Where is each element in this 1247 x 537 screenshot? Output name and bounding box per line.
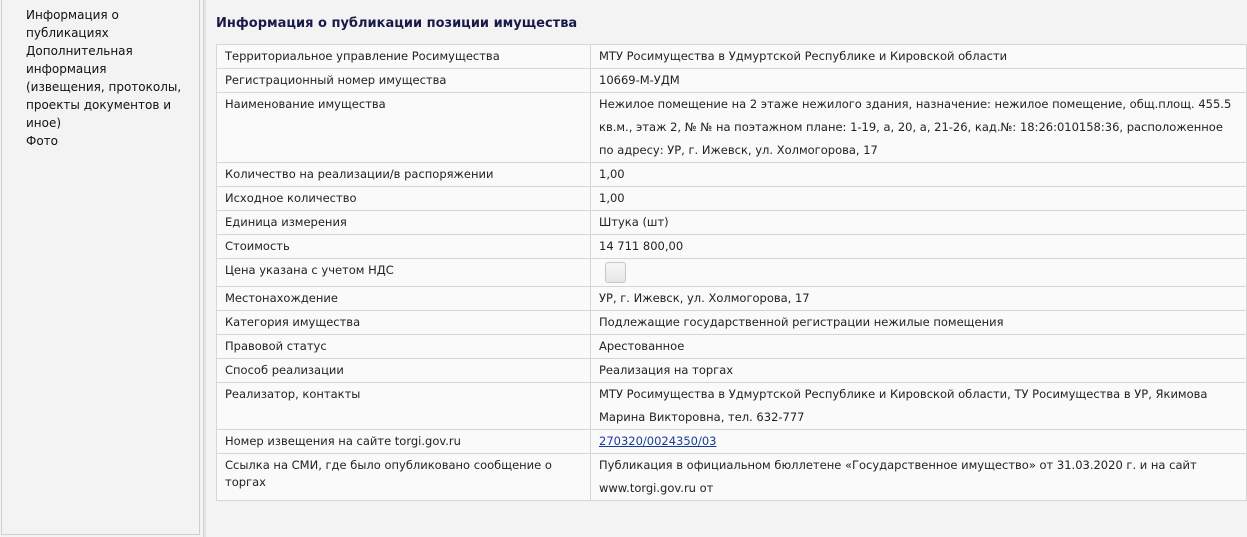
table-row	[217, 383, 1247, 430]
row-label: Количество на реализации/в распоряжении	[217, 163, 591, 187]
row-value: Нежилое помещение на 2 этаже нежилого здания, назначение: нежилое помещение, общ.площ. 455.5 кв.м., этаж 2, № № на поэтажном плане: 1-19, а, 20, а, 21-26, кад.№: 18:26:010158:36, расположенное по адресу: УР, г. Ижевск, ул. Холмогорова, 17	[591, 93, 1247, 163]
row-value: 1,00	[591, 163, 1247, 187]
sidebar-item-additional-info[interactable]: Дополнительная информация (извещения, протоколы, проекты документов и иное)	[26, 44, 182, 130]
notice-number-link[interactable]: 270320/0024350/03	[599, 434, 717, 448]
table-row	[217, 359, 1247, 383]
table-row	[217, 187, 1247, 211]
sidebar-item-photo[interactable]: Фото	[26, 134, 59, 148]
table-row	[217, 259, 1247, 287]
row-value: Публикация в официальном бюллетене «Государственное имущество» от 31.03.2020 г. и на сайт www.torgi.gov.ru от	[591, 454, 1247, 501]
row-value: 14 711 800,00	[591, 235, 1247, 259]
table-row	[217, 163, 1247, 187]
row-label: Способ реализации	[217, 359, 591, 383]
main-content	[216, 0, 1246, 537]
row-value: 10669-М-УДМ	[591, 69, 1247, 93]
row-label: Реализатор, контакты	[217, 383, 591, 430]
table-row	[217, 45, 1247, 69]
row-value: Штука (шт)	[591, 211, 1247, 235]
page-title: Информация о публикации позиции имущества	[216, 16, 578, 31]
details-table	[216, 44, 1247, 501]
row-label: Стоимость	[217, 235, 591, 259]
row-label: Цена указана с учетом НДС	[217, 259, 591, 287]
sidebar-item-publications-info[interactable]: Информация о публикациях	[26, 8, 119, 40]
row-label: Категория имущества	[217, 311, 591, 335]
details-table-scroll[interactable]	[216, 44, 1246, 495]
table-row	[217, 93, 1247, 163]
table-row	[217, 287, 1247, 311]
row-value: МТУ Росимущества в Удмуртской Республике и Кировской области	[591, 45, 1247, 69]
sidebar	[1, 0, 200, 535]
table-row	[217, 69, 1247, 93]
row-label: Единица измерения	[217, 211, 591, 235]
row-value	[591, 430, 1247, 454]
row-label: Исходное количество	[217, 187, 591, 211]
row-value: Арестованное	[591, 335, 1247, 359]
row-value: Подлежащие государственной регистрации нежилые помещения	[591, 311, 1247, 335]
table-row	[217, 235, 1247, 259]
table-row	[217, 335, 1247, 359]
table-row	[217, 311, 1247, 335]
row-label: Регистрационный номер имущества	[217, 69, 591, 93]
row-value: МТУ Росимущества в Удмуртской Республике и Кировской области, ТУ Росимущества в УР, Якимова Марина Викторовна, тел. 632-777	[591, 383, 1247, 430]
row-value	[591, 259, 1247, 287]
row-label: Ссылка на СМИ, где было опубликовано сообщение о торгах	[217, 454, 591, 501]
table-row	[217, 454, 1247, 501]
row-label: Наименование имущества	[217, 93, 591, 163]
row-label: Местонахождение	[217, 287, 591, 311]
table-row	[217, 211, 1247, 235]
splitter[interactable]	[203, 0, 206, 537]
table-row	[217, 430, 1247, 454]
row-label: Территориальное управление Росимущества	[217, 45, 591, 69]
row-value: 1,00	[591, 187, 1247, 211]
row-value: Реализация на торгах	[591, 359, 1247, 383]
vat-included-checkbox[interactable]	[605, 262, 626, 283]
row-value: УР, г. Ижевск, ул. Холмогорова, 17	[591, 287, 1247, 311]
row-label: Номер извещения на сайте torgi.gov.ru	[217, 430, 591, 454]
row-label: Правовой статус	[217, 335, 591, 359]
